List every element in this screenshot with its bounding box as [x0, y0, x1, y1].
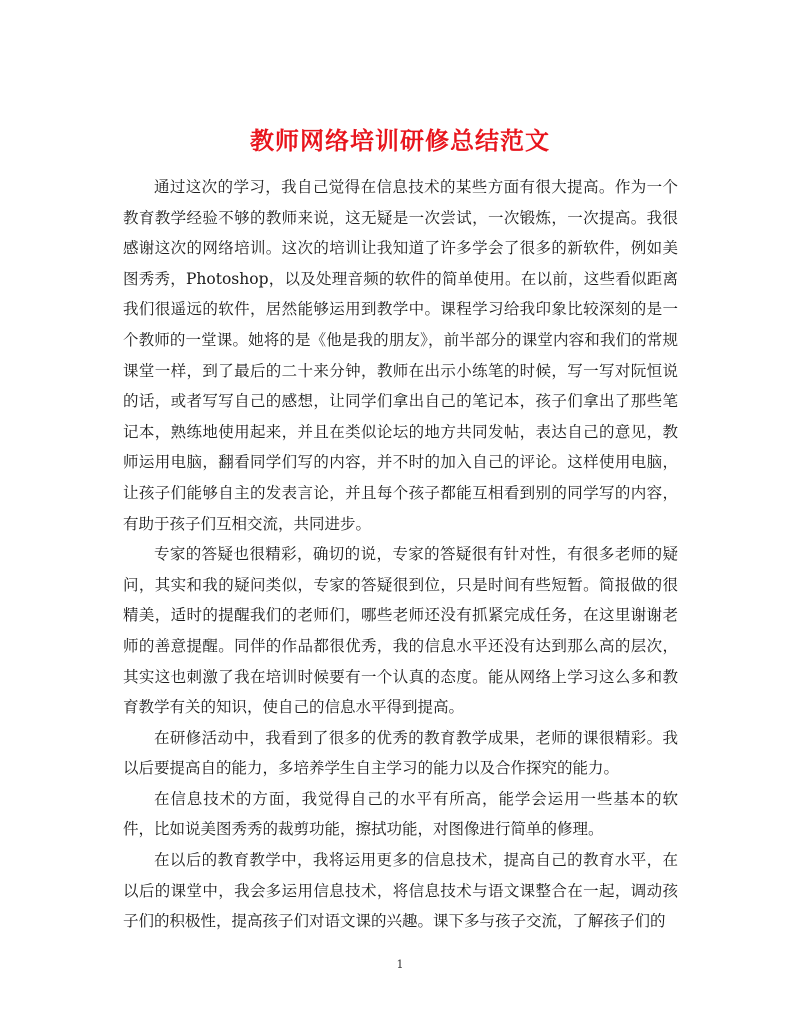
paragraph-1: 通过这次的学习，我自己觉得在信息技术的某些方面有很大提高。作为一个教育教学经验不够的教师来说，这无疑是一次尝试，一次锻炼，一次提高。我很感谢这次的网络培训。这次的培训让我知道了许多学会了很多的新软件，例如美图秀秀，Photoshop，以及处理音频的软件的简单使用。在以前，这些看似距离我们很遥远的软件，居然能够运用到教学中。课程学习给我印象比较深刻的是一个教师的一堂课。她将的是《他是我的朋友》，前半部分的课堂内容和我们的常规课堂一样，到了最后的二十来分钟，教师在出示小练笔的时候，写一写对阮恒说的话，或者写写自己的感想，让同学们拿出自己的笔记本，孩子们拿出了那些笔记本，熟练地使用起来，并且在类似论坛的地方共同发帖，表达自己的意见，教师运用电脑，翻看同学们写的内容，并不时的加入自己的评论。这样使用电脑，让孩子们能够自主的发表言论，并且每个孩子都能互相看到别的同学写的内容，有助于孩子们互相交流，共同进步。 [123, 178, 678, 533]
document-body [123, 172, 678, 937]
paragraph-2: 专家的答疑也很精彩，确切的说，专家的答疑很有针对性，有很多老师的疑问，其实和我的疑问类似，专家的答疑很到位，只是时间有些短暂。简报做的很精美，适时的提醒我们的老师们，哪些老师还没有抓紧完成任务，在这里谢谢老师的善意提醒。同伴的作品都很优秀，我的信息水平还没有达到那么高的层次，其实这也刺激了我在培训时候要有一个认真的态度。能从网络上学习这么多和教育教学有关的知识，使自己的信息水平得到提高。 [123, 545, 678, 717]
paragraph-4: 在信息技术的方面，我觉得自己的水平有所高，能学会运用一些基本的软件，比如说美图秀秀的裁剪功能，擦拭功能，对图像进行简单的修理。 [123, 789, 678, 839]
paragraph-5: 在以后的教育教学中，我将运用更多的信息技术，提高自己的教育水平，在以后的课堂中，我会多运用信息技术，将信息技术与语文课整合在一起，调动孩子们的积极性，提高孩子们对语文课的兴趣。课下多与孩子交流，了解孩子们的 [123, 851, 678, 931]
document-title: 教师网络培训研修总结范文 [250, 126, 550, 156]
page-number: 1 [396, 958, 404, 971]
paragraph-3: 在研修活动中，我看到了很多的优秀的教育教学成果，老师的课很精彩。我以后要提高自的能力，多培养学生自主学习的能力以及合作探究的能力。 [123, 728, 678, 778]
